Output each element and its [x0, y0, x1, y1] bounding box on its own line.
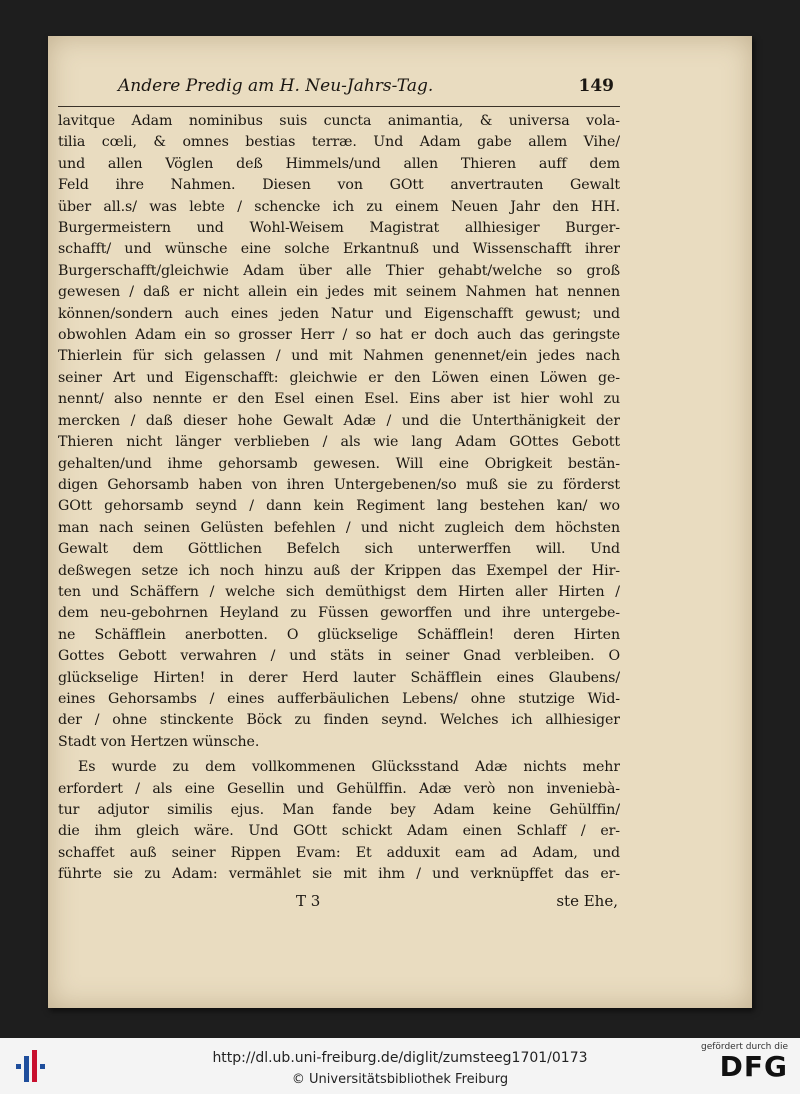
copyright-notice: © Universitätsbibliothek Freiburg: [291, 1072, 509, 1087]
page-footer: [58, 892, 620, 910]
book-page: [48, 36, 752, 1008]
text-line: schaffet auß seiner Rippen Evam: Et adduxit eam ad Adam, und: [58, 844, 620, 861]
text-line: digen Gehorsamb haben von ihren Untergebenen/so muß sie zu förderst: [58, 476, 620, 493]
text-line: und allen Vöglen deß Himmels/und allen Thieren auff dem: [58, 155, 620, 172]
text-line: gehalten/und ihme gehorsamb gewesen. Will eine Obrigkeit bestän-: [58, 455, 620, 472]
permalink-url[interactable]: http://dl.ub.uni-freiburg.de/diglit/zumsteeg1701/0173: [212, 1050, 588, 1066]
text-line: tur adjutor similis ejus. Man fande bey Adam keine Gehülffin/: [58, 802, 620, 818]
text-line: Gottes Gebott verwahren / und stäts in seiner Gnad verbleiben. O: [58, 648, 620, 665]
text-line: tilia cœli, & omnes bestias terræ. Und Adam gabe allem Vihe/: [58, 134, 620, 151]
text-line: dem neu-gebohrnen Heyland zu Füssen geworffen und ihre untergebe-: [58, 605, 620, 622]
dfg-logo: [698, 1042, 788, 1092]
running-head-title: Andere Predig am H. Neu-Jahrs-Tag.: [118, 76, 434, 96]
viewer-footer-bar: [0, 1038, 800, 1094]
text-line: Feld ihre Nahmen. Diesen von GOtt anvertrauten Gewalt: [58, 177, 620, 194]
paragraph-2: [58, 757, 620, 885]
text-line: Gewalt dem Göttlichen Befelch sich unterwerffen will. Und: [58, 541, 620, 558]
dfg-logo-icon: DFG: [719, 1050, 788, 1083]
text-line: mercken / daß dieser hohe Gewalt Adæ / und die Unterthänigkeit der: [58, 412, 620, 429]
text-line: man nach seinen Gelüsten befehlen / und nicht zugleich dem höchsten: [58, 519, 620, 536]
text-line: können/sondern auch eines jeden Natur und Eigenschafft gewust; und: [58, 305, 620, 322]
dfg-caption: gefördert durch die: [701, 1042, 788, 1052]
text-line: Burgerschafft/gleichwie Adam über alle Thier gehabt/welche so groß: [58, 262, 620, 279]
text-line: Es wurde zu dem vollkommenen Glücksstand Adæ nichts mehr: [78, 759, 620, 776]
text-line: Stadt von Hertzen wünsche.: [58, 733, 260, 750]
page-number: 149: [578, 76, 614, 96]
text-line: führte sie zu Adam: vermählet sie mit ihm / und verknüpffet das er-: [58, 866, 620, 883]
text-line: eines Gehorsambs / eines aufferbäulichen Lebens/ ohne stutzige Wid-: [58, 690, 620, 707]
paragraph-1: [58, 111, 620, 753]
text-line: Thierlein für sich gelassen / und mit Nahmen genennet/ein jedes nach: [58, 348, 620, 365]
text-line: Thieren nicht länger verblieben / als wie lang Adam GOttes Gebott: [58, 434, 620, 451]
text-line: gewesen / daß er nicht allein ein jedes mit seinem Nahmen hat nennen: [58, 284, 620, 301]
text-line: erfordert / als eine Gesellin und Gehülffin. Adæ verò non inveniebà-: [58, 780, 620, 797]
text-line: Burgermeistern und Wohl-Weisem Magistrat allhiesiger Burger-: [58, 220, 620, 237]
text-line: der / ohne stinckente Böck zu finden seynd. Welches ich allhiesiger: [58, 712, 620, 729]
text-line: ten und Schäffern / welche sich demüthigst dem Hirten aller Hirten /: [58, 583, 620, 600]
page-content: [58, 76, 620, 910]
text-line: die ihm gleich wäre. Und GOtt schickt Adam einen Schlaff / er-: [58, 823, 620, 840]
text-line: über all.s/ was lebte / schencke ich zu einem Neuen Jahr den HH.: [58, 198, 620, 215]
text-line: seiner Art und Eigenschafft: gleichwie er den Löwen einen Löwen ge-: [58, 369, 620, 386]
text-line: schafft/ und wünsche eine solche Erkantnuß und Wissenschafft ihrer: [58, 241, 620, 258]
running-head: [58, 76, 620, 107]
text-line: obwohlen Adam ein so grosser Herr / so hat er doch auch das geringste: [58, 327, 620, 344]
text-line: deßwegen setze ich noch hinzu auß der Krippen das Exempel der Hir-: [58, 562, 620, 579]
text-line: GOtt gehorsamb seynd / dann kein Regiment lang bestehen kan/ wo: [58, 498, 620, 515]
text-line: nennt/ also nennte er den Esel einen Esel. Eins aber ist hier wohl zu: [58, 391, 620, 408]
text-line: glückselige Hirten! in derer Herd lauter Schäfflein eines Glaubens/: [58, 669, 620, 686]
text-line: ne Schäfflein anerbotten. O glückselige Schäfflein! deren Hirten: [58, 626, 620, 643]
catchword: ste Ehe,: [556, 891, 618, 910]
signature-mark: T 3: [296, 891, 321, 910]
text-line: lavitque Adam nominibus suis cuncta animantia, & universa vola-: [58, 113, 620, 129]
